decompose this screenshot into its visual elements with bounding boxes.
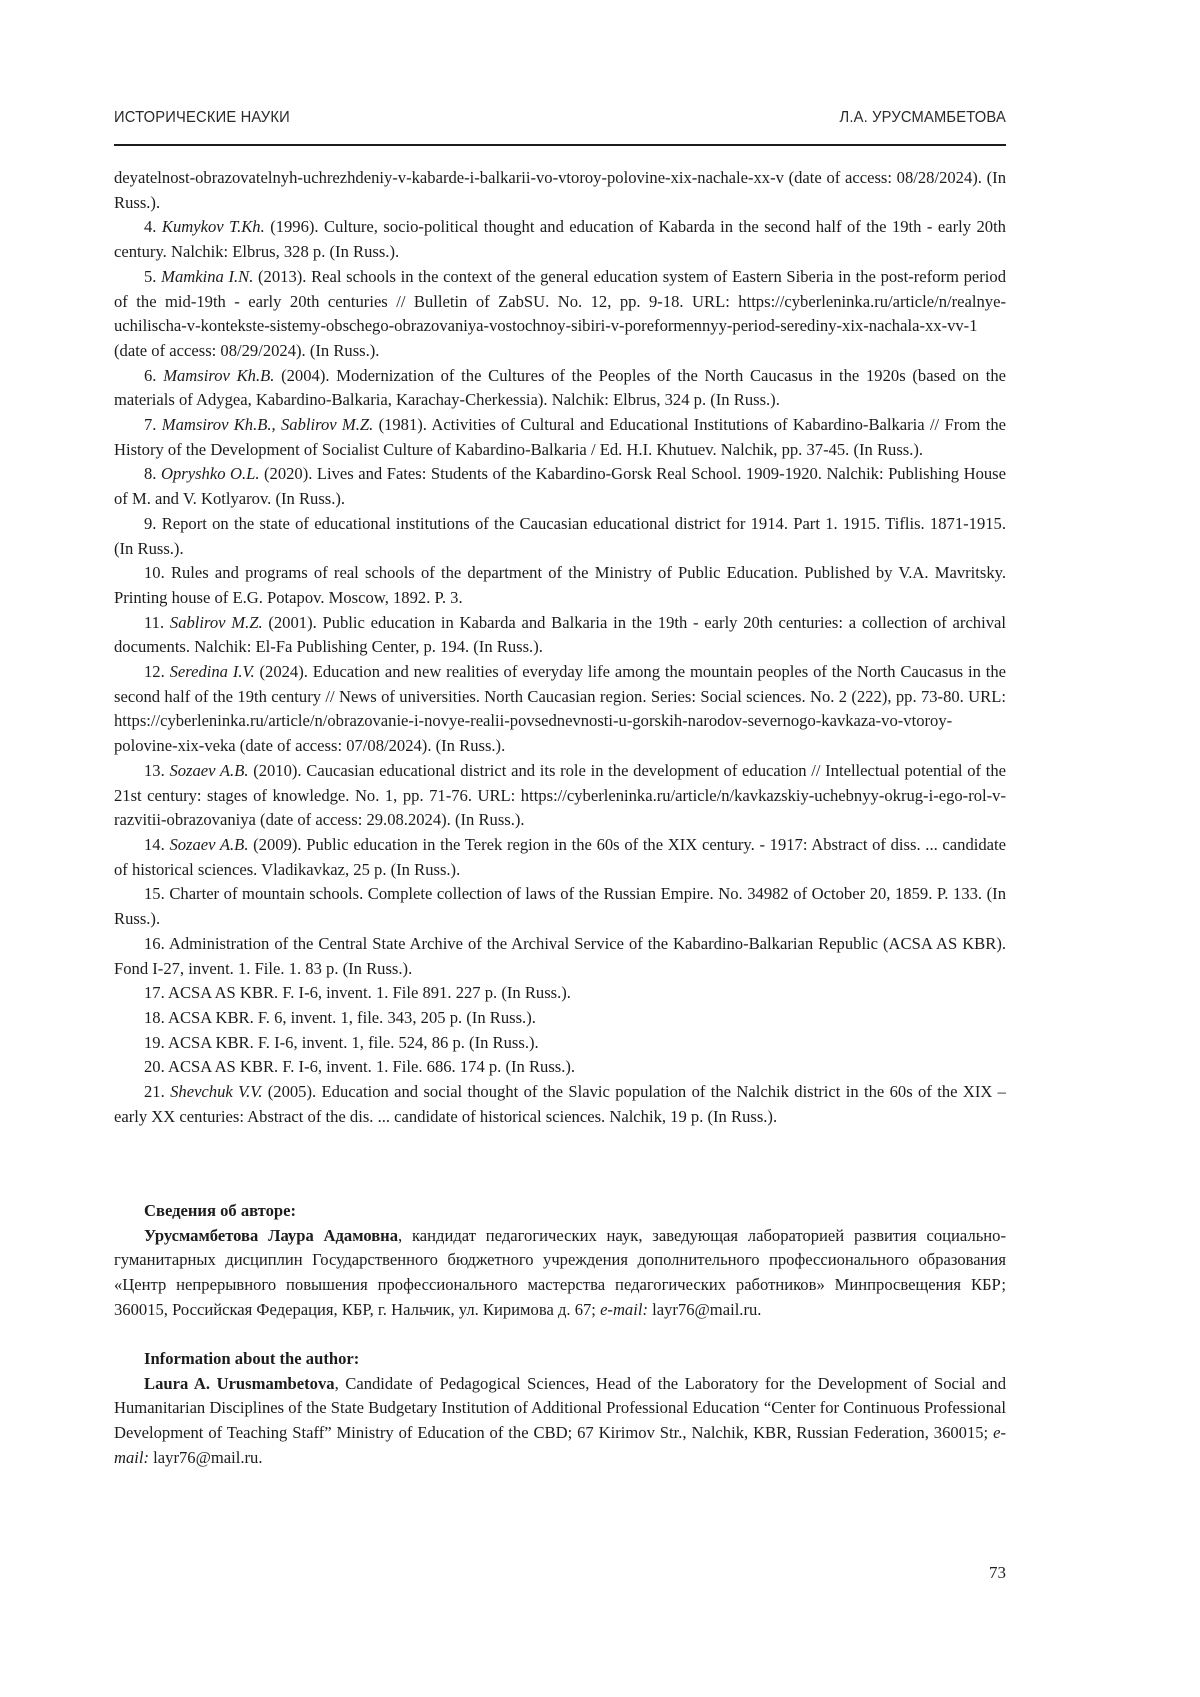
reference-text: (2020). Lives and Fates: Students of the Kabardino-Gorsk Real School. 1909-1920. Nalchik: Publishing House of M. and V. Kotlyarov. (In Russ.). [114,464,1006,509]
reference-text: (2004). Modernization of the Cultures of the Peoples of the North Caucasus in the 1920s (based on the materials of Adygea, Kabardino-Balkaria, Karachay-Cherkessia). Nalchik: Elbrus, 324 p. (In Russ.). [114,365,1006,410]
reference-number: 16. [144,933,165,953]
reference-number: 20. [144,1057,165,1077]
reference-text: ACSA KBR. F. I-6, invent. 1, file. 524, 86 p. (In Russ.). [167,1032,539,1052]
reference-author: Sozaev A.B. [169,834,249,854]
reference-number: 18. [144,1007,165,1027]
reference-author: Sozaev A.B. [169,760,249,780]
author-info-ru-heading: Сведения об авторе: [144,1201,297,1220]
reference-item [114,759,1006,833]
header-section-title: ИСТОРИЧЕСКИЕ НАУКИ [114,109,290,126]
reference-number: 6. [144,365,157,385]
reference-item [114,561,1006,610]
author-email-en: layr76@mail.ru. [149,1447,263,1467]
references-list [114,166,1006,1129]
reference-item [114,833,1006,882]
reference-number: 13. [144,760,165,780]
reference-number: 19. [144,1032,165,1052]
reference-text: (1996). Culture, socio-political thought and education of Kabarda in the second half of the 19th - early 20th century. Nalchik: Elbrus, 328 p. (In Russ.). [114,217,1006,262]
reference-number: 8. [144,464,157,484]
reference-text: ACSA AS KBR. F. I-6, invent. 1. File 891. 227 p. (In Russ.). [167,983,571,1003]
reference-item [114,1055,1006,1080]
reference-item [114,265,1006,364]
reference-item [114,215,1006,264]
reference-author: Mamkina I.N. [161,266,254,286]
author-name-ru: Урусмамбетова Лаура Адамовна [144,1225,399,1245]
reference-text: (2005). Education and social thought of the Slavic population of the Nalchik district in the 60s of the XIX – early XX centuries: Abstract of the dis. ... candidate of historical sciences. Nalchik, 19 p. (In Russ.). [114,1082,1006,1126]
reference-item [114,611,1006,660]
reference-author: Shevchuk V.V. [170,1082,263,1102]
reference-number: 15. [144,884,165,904]
reference-text: ACSA AS KBR. F. I-6, invent. 1. File. 686. 174 p. (In Russ.). [167,1057,576,1077]
reference-number: 21. [144,1082,165,1102]
reference-number: 10. [144,563,165,583]
author-name-en: Laura A. Urusmambetova [144,1373,335,1393]
reference-number: 14. [144,834,165,854]
reference-author: Mamsirov Kh.B. [163,365,275,385]
reference-text: ACSA KBR. F. 6, invent. 1, file. 343, 205 p. (In Russ.). [167,1007,536,1027]
reference-item [114,364,1006,413]
reference-item [114,1080,1006,1129]
reference-item [114,882,1006,931]
author-info-ru-body [114,1224,1006,1323]
reference-author: Sablirov M.Z. [169,612,263,632]
reference-text: Administration of the Central State Archive of the Archival Service of the Kabardino-Balkarian Republic (ACSA AS KBR). Fond I-27, invent. 1. File. 1. 83 p. (In Russ.). [114,933,1006,978]
author-email-ru: layr76@mail.ru. [647,1299,762,1319]
reference-number: 4. [144,217,157,237]
reference-item [114,1031,1006,1056]
author-info-en-text: , Candidate of Pedagogical Sciences, Head of the Laboratory for the Development of Social and Humanitarian Disciplines of the State Budgetary Institution of Additional Professional Education “Center for Continuous Professional Development of Teaching Staff” Ministry of Education of the CBD; 67 Kirimov Str., Nalchik, KBR, Russian Federation, 360015; [114,1373,1006,1443]
author-info-ru [114,1199,1006,1323]
reference-text: (1981). Activities of Cultural and Educational Institutions of Kabardino-Balkaria // From the History of the Development of Socialist Culture of Kabardino-Balkaria / Ed. H.I. Khutuev. Nalchik, pp. 37-45. (In Russ.). [114,415,1007,459]
page-number: 73 [989,1563,1006,1582]
reference-author: Opryshko O.L. [160,464,260,484]
reference-number: 12. [144,662,165,682]
author-info-en-body [114,1372,1006,1471]
reference-items [114,215,1006,1129]
reference-item [114,660,1006,759]
reference-author: Kumykov T.Kh. [161,217,265,237]
email-label-ru: e-mail: [600,1299,648,1319]
author-info-ru-text: , кандидат педагогических наук, заведующая лабораторией развития социально-гуманитарных дисциплин Государственного бюджетного учреждения дополнительного профессионального образования «Центр непрерывного повышения профессионального мастерства педагогических работников» Минпросвещения КБР; 360015, Российская Федерация, КБР, г. Нальчик, ул. Киримова д. 67; [114,1225,1006,1319]
reference-number: 17. [144,983,165,1003]
reference-item [114,1006,1006,1031]
email-label-en: e-mail: [114,1423,1006,1467]
reference-text: Rules and programs of real schools of the department of the Ministry of Public Education. Published by V.A. Mavritsky. Printing house of E.G. Potapov. Moscow, 1892. P. 3. [114,563,1006,607]
reference-number: 9. [144,513,157,533]
reference-text: (2024). Education and new realities of everyday life among the mountain peoples of the North Caucasus in the second half of the 19th century // News of universities. North Caucasian region. Series: Social sciences. No. 2 (222), pp. 73-80. URL: https://cyberleninka.ru/article/n/obrazovanie-i-novye-realii-povsednevnosti-u-gorskih-narodov-severnogo-kavkaza-vo-vtoroy-polovine-xix-veka (date of access: 07/08/2024). (In Russ.). [114,662,1006,756]
author-info-en [114,1347,1006,1471]
reference-item [114,462,1006,511]
running-header [114,104,1006,146]
reference-item [114,981,1006,1006]
reference-number: 11. [144,612,165,632]
header-author: Л.А. УРУСМАМБЕТОВА [839,109,1006,126]
reference-item [114,512,1006,561]
reference-text: Report on the state of educational institutions of the Caucasian educational district for 1914. Part 1. 1915. Tiflis. 1871-1915. (In Russ.). [114,513,1006,558]
reference-item [114,932,1006,981]
reference-author: Seredina I.V. [169,662,255,682]
reference-item [114,413,1006,462]
reference-text: (2010). Caucasian educational district and its role in the development of education // Intellectual potential of the 21st century: stages of knowledge. No. 1, pp. 71-76. URL: https://cyberleninka.ru/article/n/kavkazskiy-uchebnyy-okrug-i-ego-rol-v-razvitii-obrazovaniya (date of access: 29.08.2024). (In Russ.). [114,760,1007,830]
reference-text: Charter of mountain schools. Complete collection of laws of the Russian Empire. No. 34982 of October 20, 1859. P. 133. (In Russ.). [114,884,1006,929]
reference-text: (2001). Public education in Kabarda and Balkaria in the 19th - early 20th centuries: a collection of archival documents. Nalchik: El-Fa Publishing Center, p. 194. (In Russ.). [114,612,1006,657]
reference-number: 7. [144,415,157,435]
reference-author: Mamsirov Kh.B., Sablirov M.Z. [161,415,374,435]
reference-continuation: deyatelnost-obrazovatelnyh-uchrezhdeniy-v-kabarde-i-balkarii-vo-vtoroy-polovine-xix-nachale-xx-v (date of access: 08/28/2024). (In Russ.). [114,168,1006,212]
reference-number: 5. [144,266,157,286]
reference-text: (2013). Real schools in the context of the general education system of Eastern Siberia in the post-reform period of the mid-19th - early 20th centuries // Bulletin of ZabSU. No. 12, pp. 9-18. URL: https://cyberleninka.ru/article/n/realnye-uchilischa-v-kontekste-sistemy-obschego-obrazovaniya-vostochnoy-sibiri-v-poreformennyy-period-serediny-xix-nachala-xx-vv-1 (date of access: 08/29/2024). (In Russ.). [114,266,1006,360]
reference-text: (2009). Public education in the Terek region in the 60s of the XIX century. - 1917: Abstract of diss. ... candidate of historical sciences. Vladikavkaz, 25 p. (In Russ.). [114,834,1006,879]
author-info-en-heading: Information about the author: [144,1349,360,1368]
